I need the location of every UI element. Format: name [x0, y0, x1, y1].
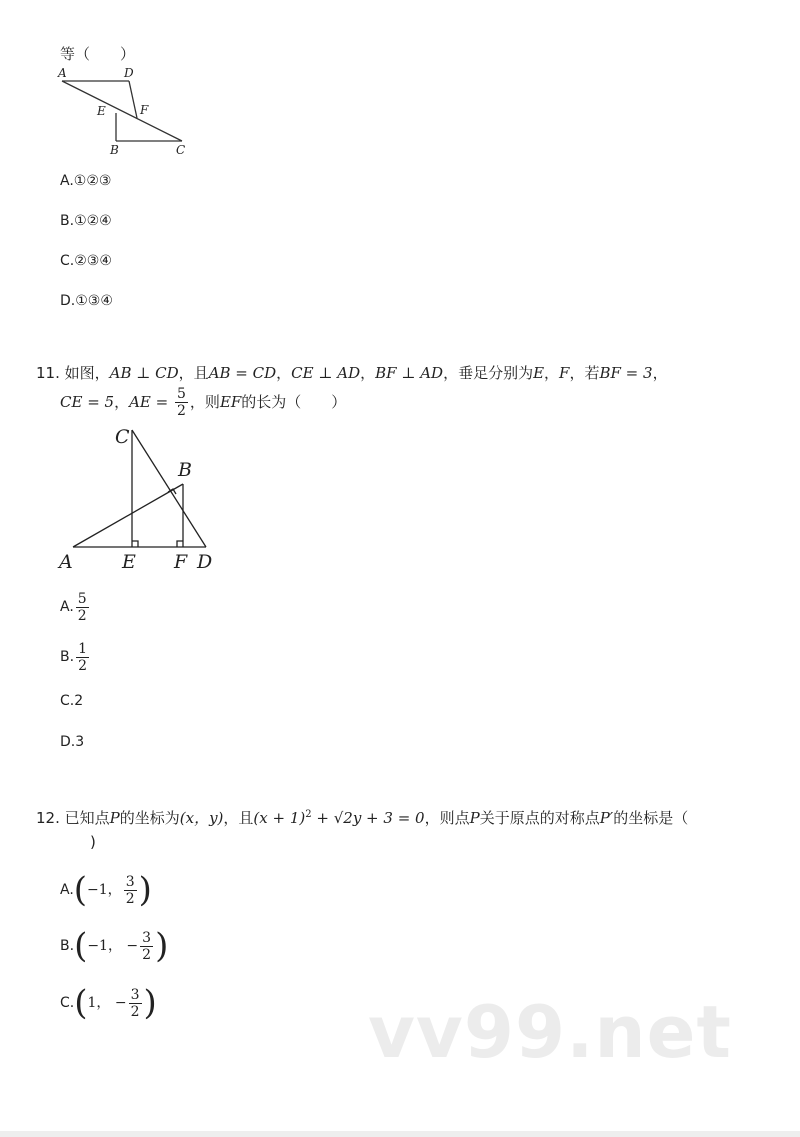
q12-option-b[interactable]: B.(−1， − $\frac{3}{2}$ ): [60, 926, 169, 966]
q10-option-b[interactable]: B.①②④: [60, 213, 112, 229]
q11-line1: 11. 如图，AB ⊥ CD，且AB = CD，CE ⊥ AD，BF ⊥ AD，垂足分别为E，F，若BF = 3，: [36, 364, 668, 382]
fraction: $\frac{5}{2}$: [77, 590, 87, 624]
watermark: vv99.net: [368, 990, 732, 1074]
fraction: $\frac{1}{2}$: [78, 640, 87, 674]
q11-figure: [55, 423, 225, 575]
q10-label-f: F: [140, 103, 149, 117]
question-number: 11.: [36, 364, 60, 382]
page-bottom-edge: [0, 1131, 800, 1137]
q11-label-d: D: [197, 551, 213, 573]
q10-option-d[interactable]: D.①③④: [60, 293, 113, 309]
q10-label-a: A: [58, 66, 67, 80]
q12-line2: ): [90, 833, 96, 851]
q11-option-d[interactable]: D.3: [60, 734, 85, 750]
q11-option-a[interactable]: A. $\frac{5}{2}$: [60, 590, 87, 624]
q11-label-f: F: [174, 551, 188, 573]
q10-option-c[interactable]: C.②③④: [60, 253, 112, 269]
q10-label-e: E: [97, 104, 106, 118]
q11-label-b: B: [178, 459, 192, 481]
q11-label-c: C: [115, 426, 130, 448]
q12-line1: 12. 已知点P的坐标为(x，y)，且$(x + 1)^2 + √2y + 3 = 0$，则点P关于原点的对称点P′的坐标是（: [36, 809, 689, 827]
q11-label-e: E: [122, 551, 136, 573]
question-number: 12.: [36, 809, 60, 827]
q11-line2: CE = 5，AE = $\frac{5}{2}$ ，则EF的长为（ ）: [60, 386, 347, 419]
fraction: $\frac{3}{2}$: [130, 986, 140, 1020]
q10-label-c: C: [176, 143, 186, 157]
q10-label-d: D: [124, 66, 134, 80]
q11-option-c[interactable]: C.2: [60, 693, 84, 709]
fraction: $\frac{3}{2}$: [125, 873, 135, 907]
fraction: $\frac{3}{2}$: [142, 929, 152, 963]
q10-figure: [52, 62, 202, 160]
q12-option-a[interactable]: A.(−1， $\frac{3}{2}$ ): [60, 870, 152, 910]
fraction: $\frac{5}{2}$: [177, 386, 186, 419]
q12-option-c[interactable]: C.(1， − $\frac{3}{2}$ ): [60, 983, 157, 1023]
q11-label-a: A: [59, 551, 73, 573]
q10-label-b: B: [110, 143, 119, 157]
q10-stem-tail: 等（ ）: [60, 45, 136, 63]
q10-option-a[interactable]: A.①②③: [60, 173, 112, 189]
q11-option-b[interactable]: B. $\frac{1}{2}$: [60, 640, 87, 674]
